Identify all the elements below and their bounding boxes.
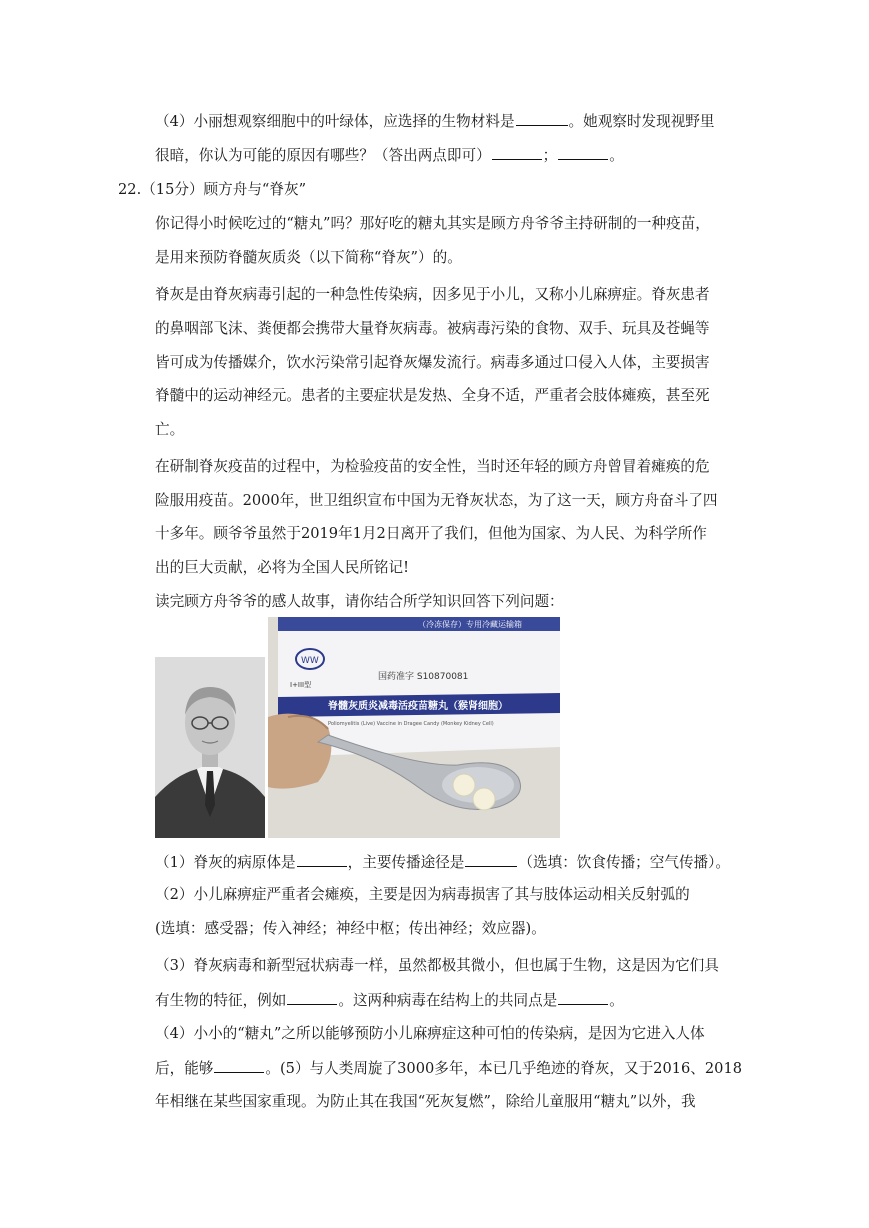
text-line-s2a [155, 885, 690, 905]
text-segment: 。她观察时发现视野里 [568, 113, 715, 130]
text-line-s4a [155, 1024, 705, 1044]
text-segment: 脊灰是由脊灰病毒引起的一种急性传染病，因多见于小儿，又称小儿麻痹症。脊灰患者 [155, 286, 710, 303]
text-segment: （1）脊灰的病原体是 [155, 854, 296, 871]
text-line-q4a [155, 111, 715, 132]
product-english-name: Poliomyelitis (Live) Vaccine in Dragee Candy (Monkey Kidney Cell) [328, 721, 494, 727]
type-badge: I+III型 [290, 681, 312, 689]
text-segment: 十多年。顾爷爷虽然于2019年1月2日离开了我们，但他为国家、为人民、为科学所作 [155, 525, 707, 542]
text-line-p3c [155, 524, 707, 544]
text-line-p3a [155, 457, 710, 477]
text-line-p2d [155, 386, 710, 406]
text-line-p1a [155, 214, 710, 234]
text-line-p3d [155, 558, 409, 578]
text-line-p2b [155, 319, 710, 339]
text-segment: 读完顾方舟爷爷的感人故事，请你结合所学知识回答下列问题： [155, 593, 564, 610]
text-segment: 险服用疫苗。2000年，世卫组织宣布中国为无脊灰状态，为了这一天，顾方舟奋斗了四 [155, 492, 718, 509]
product-name: 脊髓灰质炎减毒活疫苗糖丸（猴肾细胞） [328, 701, 508, 712]
text-line-s3b [155, 990, 624, 1011]
text-segment: 。(5）与人类周旋了3000多年，本已几乎绝迹的脊灰，又于2016、2018 [265, 1060, 743, 1077]
text-segment: 。 [609, 147, 624, 164]
svg-text:WW: WW [301, 656, 319, 666]
text-segment: 22.（15分）顾方舟与“脊灰” [118, 181, 307, 198]
portrait-photo [155, 657, 265, 838]
text-segment: 很暗，你认为可能的原因有哪些？（答出两点即可） [155, 147, 491, 164]
text-line-q22title [118, 180, 306, 200]
text-segment: （2）小儿麻痹症严重者会瘫痪，主要是因为病毒损害了其与肢体运动相关反射弧的 [155, 886, 690, 903]
vaccine-photo [268, 617, 560, 838]
text-segment: 在研制脊灰疫苗的过程中，为检验疫苗的安全性，当时还年轻的顾方舟曾冒着瘫痪的危 [155, 458, 710, 475]
text-segment: 后，能够 [155, 1060, 214, 1077]
text-line-p2c [155, 353, 710, 373]
text-segment: （4）小小的“糖丸”之所以能够预防小儿麻痹症这种可怕的传染病，是因为它进入人体 [155, 1025, 705, 1042]
text-segment: 的鼻咽部飞沫、粪便都会携带大量脊灰病毒。被病毒污染的食物、双手、玩具及苍蝇等 [155, 320, 710, 337]
text-segment: 年相继在某些国家重现。为防止其在我国“死灰复燃”，除给儿童服用“糖丸”以外，我 [155, 1093, 696, 1110]
text-segment: 你记得小时候吃过的“糖丸”吗？那好吃的糖丸其实是顾方舟爷爷主持研制的一种疫苗， [155, 215, 710, 232]
text-line-s3a [155, 956, 719, 976]
text-segment: 皆可成为传播媒介，饮水污染常引起脊灰爆发流行。病毒多通过口侵入人体，主要损害 [155, 354, 710, 371]
text-line-s4b [155, 1058, 742, 1079]
answer-blank[interactable] [558, 145, 608, 160]
text-segment: 亡。 [155, 421, 185, 438]
text-segment: ； [542, 147, 558, 164]
approval-number: 国药准字 S10870081 [378, 672, 469, 682]
text-segment: 。 [609, 992, 624, 1009]
text-line-s2b [155, 919, 546, 939]
text-line-p2e [155, 420, 184, 440]
text-segment: 脊髓中的运动神经元。患者的主要症状是发热、全身不适，严重者会肢体瘫痪，甚至死 [155, 387, 710, 404]
answer-blank[interactable] [516, 111, 568, 126]
text-segment: (选填：感受器；传入神经；神经中枢；传出神经；效应器)。 [155, 920, 546, 937]
text-line-p3b [155, 491, 718, 511]
text-segment: ，主要传播途径是 [347, 854, 465, 871]
text-segment: 出的巨大贡献，必将为全国人民所铭记! [155, 559, 409, 576]
answer-blank[interactable] [214, 1058, 264, 1073]
text-segment: 是用来预防脊髓灰质炎（以下简称“脊灰”）的。 [155, 249, 462, 266]
text-line-p1b [155, 248, 462, 268]
answer-blank[interactable] [465, 852, 517, 867]
text-segment: 有生物的特征，例如 [155, 992, 287, 1009]
text-segment: 。这两种病毒在结构上的共同点是 [338, 992, 558, 1009]
text-line-p2a [155, 285, 710, 305]
answer-blank[interactable] [558, 990, 608, 1005]
text-line-q4b [155, 145, 624, 166]
answer-blank[interactable] [492, 145, 542, 160]
text-line-s5 [155, 1092, 696, 1112]
text-segment: （3）脊灰病毒和新型冠状病毒一样，虽然都极其微小，但也属于生物，这是因为它们具 [155, 957, 719, 974]
answer-blank[interactable] [297, 852, 347, 867]
text-segment: （选填：饮食传播；空气传播）。 [518, 854, 731, 871]
vaccine-illustration [268, 617, 560, 838]
answer-blank[interactable] [287, 990, 337, 1005]
text-line-p4 [155, 592, 564, 612]
portrait-illustration [155, 657, 265, 838]
text-line-s1 [155, 852, 730, 873]
text-segment: （4）小丽想观察细胞中的叶绿体，应选择的生物材料是 [155, 113, 515, 130]
box-top-label: （冷冻保存）专用冷藏运输箱 [418, 620, 522, 629]
